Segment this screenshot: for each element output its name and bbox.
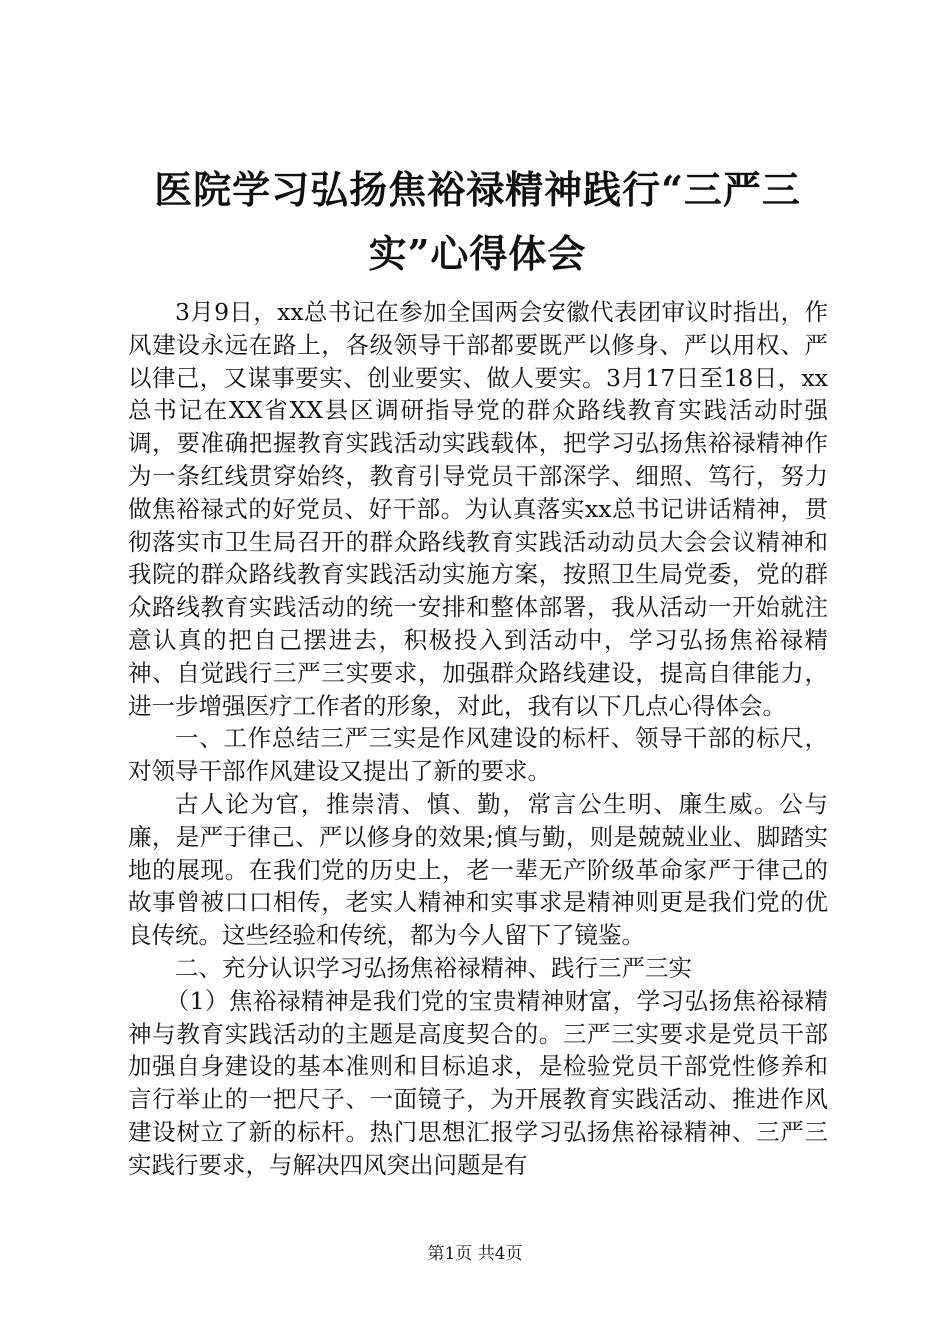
paragraph-point-one: （1）焦裕禄精神是我们党的宝贵精神财富，学习弘扬焦裕禄精神与教育实践活动的主题是高度契合的。三严三实要求是党员干部加强自身建设的基本准则和目标追求，是检验党员干部党性修养和言行举止的一把尺子、一面镜子，为开展教育实践活动、推进作风建设树立了新的标杆。热门思想汇报学习弘扬焦裕禄精神、三严三实践行要求，与解决四风突出问题是有 <box>128 986 828 1179</box>
document-body <box>128 296 828 1182</box>
paragraph-intro: 3月9日，xx总书记在参加全国两会安徽代表团审议时指出，作风建设永远在路上，各级领导干部都要既严以修身、严以用权、严以律己，又谋事要实、创业要实、做人要实。3月17日至18日，xx总书记在XX省XX县区调研指导党的群众路线教育实践活动时强调，要准确把握教育实践活动实践载体，把学习弘扬焦裕禄精神作为一条红线贯穿始终，教育引导党员干部深学、细照、笃行，努力做焦裕禄式的好党员、好干部。为认真落实xx总书记讲话精神，贯彻落实市卫生局召开的群众路线教育实践活动动员大会会议精神和我院的群众路线教育实践活动实施方案，按照卫生局党委，党的群众路线教育实践活动的统一安排和整体部署，我从活动一开始就注意认真的把自己摆进去，积极投入到活动中，学习弘扬焦裕禄精神、自觉践行三严三实要求，加强群众路线建设，提高自律能力，进一步增强医疗工作者的形象，对此，我有以下几点心得体会。 <box>128 298 828 720</box>
document-title: 医院学习弘扬焦裕禄精神践行“三严三实”心得体会 <box>154 167 801 276</box>
page-footer: 第1页 共4页 <box>427 1244 523 1264</box>
paragraph-section-one-heading: 一、工作总结三严三实是作风建设的标杆、领导干部的标尺，对领导干部作风建设又提出了新的要求。 <box>128 724 828 786</box>
paragraph-ancient-officials: 古人论为官，推崇清、慎、勤，常言公生明、廉生威。公与廉，是严于律己、严以修身的效果;慎与勤，则是兢兢业业、脚踏实地的展现。在我们党的历史上，老一辈无产阶级革命家严于律己的故事曾被口口相传，老实人精神和实事求是精神则更是我们党的优良传统。这些经验和传统，都为今人留下了镜鉴。 <box>128 789 828 950</box>
paragraph-section-two-heading: 二、充分认识学习弘扬焦裕禄精神、践行三严三实 <box>175 953 692 982</box>
